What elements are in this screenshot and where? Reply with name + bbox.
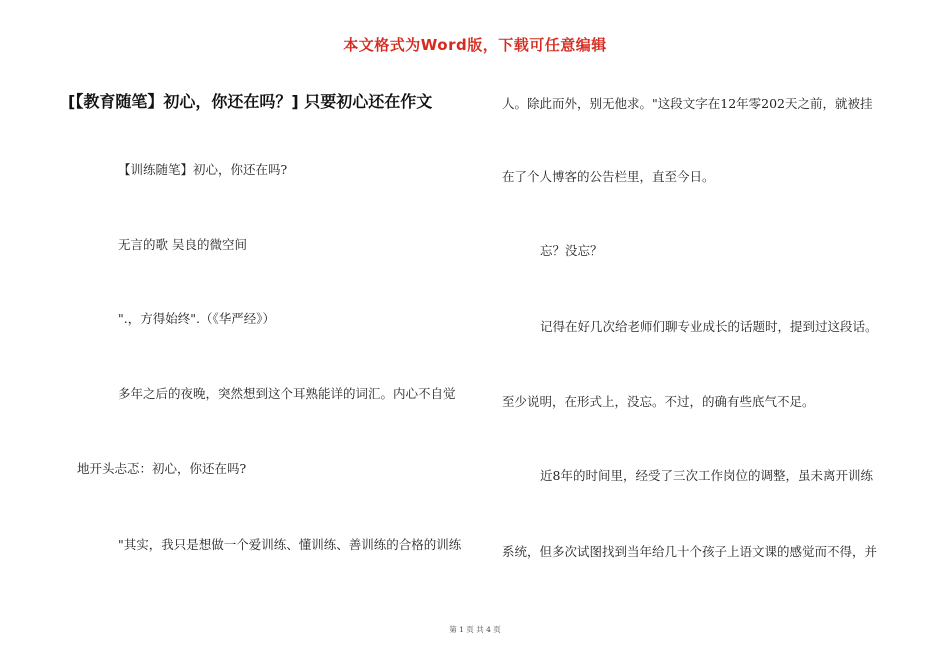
right-line-2: 在了个人博客的公告栏里，直至今日。 [502, 169, 715, 184]
right-line-7: 系统，但多次试图找到当年给几十个孩子上语文课的感觉而不得，并 [502, 544, 878, 559]
right-line-6: 近8年的时间里，经受了三次工作岗位的调整，虽未离开训练 [540, 468, 873, 483]
right-line-4: 记得在好几次给老师们聊专业成长的话题时，提到过这段话。 [540, 319, 878, 334]
left-line-5: 地开头忐忑：初心，你还在吗? [77, 461, 247, 476]
left-line-6: "其实，我只是想做一个爱训练、懂训练、善训练的合格的训练 [118, 537, 462, 552]
left-line-1: 【训练随笔】初心，你还在吗? [118, 162, 288, 177]
left-line-4: 多年之后的夜晚，突然想到这个耳熟能详的词汇。内心不自觉 [118, 386, 456, 401]
left-line-2: 无言的歌 吴良的微空间 [118, 237, 247, 252]
download-banner: 本文格式为Word版，下载可任意编辑 [343, 36, 607, 54]
document-title: [【教育随笔】初心，你还在吗？] 只要初心还在作文 [68, 92, 433, 111]
right-line-1: 人。除此而外，别无他求。"这段文字在12年零202天之前，就被挂 [502, 96, 873, 111]
page-number-footer: 第 1 页 共 4 页 [449, 625, 501, 634]
right-line-3: 忘？没忘？ [540, 243, 603, 258]
right-line-5: 至少说明，在形式上，没忘。不过，的确有些底气不足。 [502, 394, 815, 409]
left-line-3: ".，方得始终".（《华严经》） [118, 311, 275, 326]
